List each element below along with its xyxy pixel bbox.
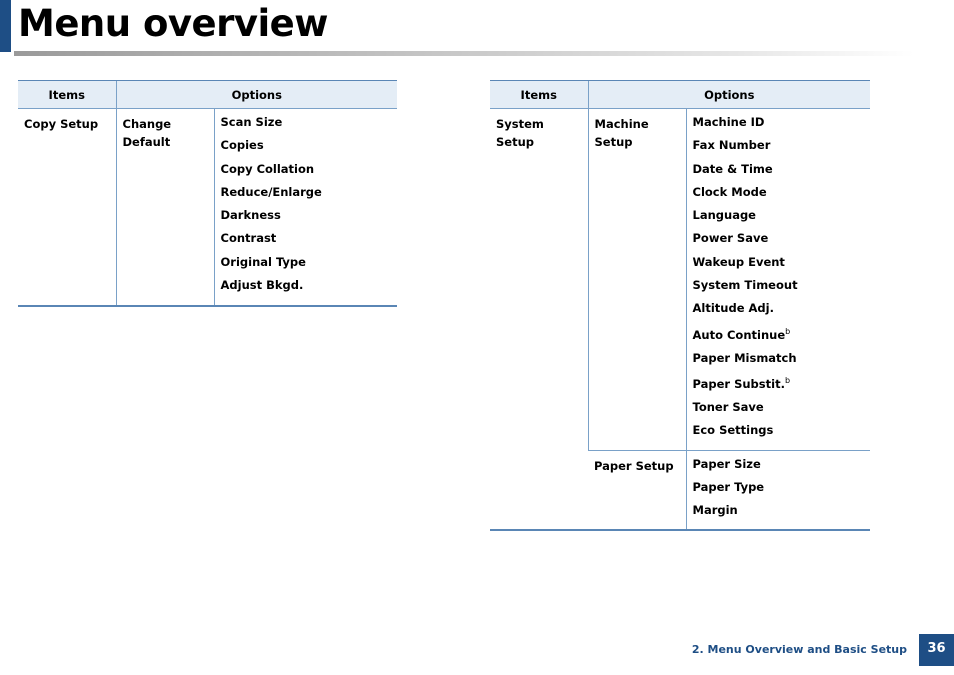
option-clock-mode: Clock Mode [692, 184, 767, 199]
header-items: Items [490, 81, 588, 109]
option-fax-number: Fax Number [692, 138, 771, 153]
option-adjust-bkgd: Adjust Bkgd. [220, 278, 304, 293]
machine-setup-options [686, 109, 870, 451]
header-items: Items [18, 81, 116, 109]
option-paper-type: Paper Type [692, 479, 765, 494]
option-paper-size: Paper Size [692, 456, 761, 471]
option-margin: Margin [692, 503, 738, 518]
paper-setup-options [686, 450, 870, 530]
submenu-machine-setup: Machine Setup [588, 109, 686, 451]
option-copies: Copies [220, 138, 264, 153]
copy-setup-table [18, 80, 397, 307]
option-toner-save: Toner Save [692, 399, 764, 414]
option-wakeup-event: Wakeup Event [692, 254, 785, 269]
option-machine-id: Machine ID [692, 115, 765, 129]
submenu-change-default: Change Default [116, 109, 214, 307]
footnote-marker: b [784, 375, 791, 385]
option-paper-mismatch: Paper Mismatch [692, 350, 797, 365]
options-list [214, 109, 397, 307]
page-number-badge: 36 [919, 634, 954, 666]
option-language: Language [692, 208, 756, 223]
option-date-time: Date & Time [692, 161, 773, 176]
option-auto-continue: Auto Continue$^b$ [692, 326, 791, 342]
title-accent-bar [0, 0, 11, 52]
header-options: Options [116, 81, 397, 109]
option-paper-substit: Paper Substit.$^b$ [692, 375, 791, 391]
option-contrast: Contrast [220, 231, 277, 246]
footnote-marker: b [785, 326, 791, 336]
option-eco-settings: Eco Settings [692, 423, 774, 438]
page-title: Menu overview [18, 2, 328, 45]
option-scan-size: Scan Size [220, 115, 283, 129]
option-reduce-enlarge: Reduce/Enlarge [220, 184, 322, 199]
title-divider [14, 51, 914, 56]
header-options: Options [588, 81, 870, 109]
option-darkness: Darkness [220, 208, 281, 223]
footer-chapter-label: 2. Menu Overview and Basic Setup [691, 643, 907, 656]
submenu-paper-setup: Paper Setup [588, 450, 686, 530]
system-setup-table [490, 80, 870, 531]
option-system-timeout: System Timeout [692, 278, 798, 293]
option-original-type: Original Type [220, 254, 306, 269]
item-copy-setup: Copy Setup [18, 109, 116, 307]
option-copy-collation: Copy Collation [220, 161, 315, 176]
option-altitude-adj: Altitude Adj. [692, 301, 774, 316]
item-system-setup: System Setup [490, 109, 588, 531]
option-power-save: Power Save [692, 231, 769, 246]
